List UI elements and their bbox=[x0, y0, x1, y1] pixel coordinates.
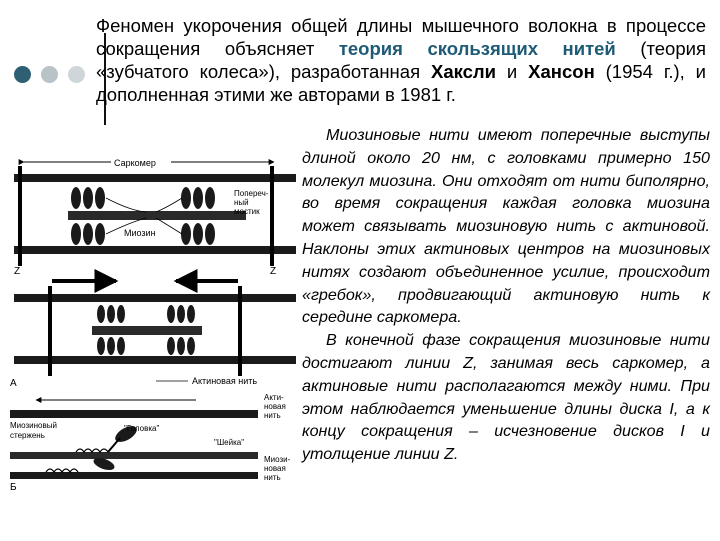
actin-label: новая bbox=[264, 402, 286, 411]
myosin-filament bbox=[92, 326, 202, 335]
actin-filament-label: Актиновая нить bbox=[192, 376, 258, 386]
title-text: Феномен укорочения общей длины мышечного волокна в процессе сокращения объясняет bbox=[96, 15, 706, 59]
cross-bridge-label: мостик bbox=[234, 207, 260, 216]
title-text: (теория «зубчатого колеса»), разработанная bbox=[96, 38, 706, 82]
myosin-thread-label: новая bbox=[264, 464, 286, 473]
sliding-filament-figure bbox=[6, 126, 302, 536]
z-label: Z bbox=[14, 266, 21, 277]
z-line bbox=[270, 166, 274, 266]
z-line bbox=[18, 166, 22, 266]
neck-label: "Шейка" bbox=[214, 438, 245, 447]
myosin-thread-label: Миози- bbox=[264, 455, 291, 464]
actin-filament bbox=[10, 410, 258, 418]
sarcomere-label: Саркомер bbox=[114, 158, 156, 168]
title-text: (1954 г.), и дополненная этими же авторами в 1981 г. bbox=[96, 61, 706, 105]
myosin-label: Миозин bbox=[124, 228, 156, 238]
myosin-filament bbox=[10, 452, 258, 459]
myosin-neck bbox=[76, 449, 108, 452]
page-title bbox=[96, 14, 706, 106]
myosin-neck bbox=[46, 469, 78, 472]
actin-filament bbox=[156, 246, 296, 254]
theory-name: теория скользящих нитей bbox=[338, 38, 616, 59]
myosin-neck bbox=[108, 438, 120, 452]
actin-filament bbox=[126, 356, 296, 364]
z-label: Z bbox=[270, 266, 277, 277]
actin-filament bbox=[14, 174, 159, 182]
myosin-thread-label: нить bbox=[264, 473, 281, 482]
actin-filament bbox=[126, 294, 296, 302]
panel-b-label: Б bbox=[10, 482, 17, 493]
actin-filament bbox=[10, 472, 258, 479]
actin-filament bbox=[156, 174, 296, 182]
author-name: Хансон bbox=[528, 61, 595, 82]
myosin-rod-label: стержень bbox=[10, 431, 45, 440]
z-line bbox=[238, 286, 242, 376]
actin-filament bbox=[14, 246, 159, 254]
author-name: Хаксли bbox=[430, 61, 497, 82]
title-text: и bbox=[496, 61, 529, 82]
panel-a-label: А bbox=[10, 378, 17, 389]
actin-label: Акти- bbox=[264, 393, 284, 402]
paragraph: В конечной фазе сокращения миозиновые нити достигают линии Z, занимая весь саркомер, а актиновые нити располагаются между ними. При этом наблюдается уменьшение длины диска I, а к концу сокращения – исчезновение дисков I и утолщение линии Z. bbox=[302, 331, 710, 464]
figure-svg bbox=[6, 126, 302, 536]
z-line bbox=[48, 286, 52, 376]
actin-label: нить bbox=[264, 411, 281, 420]
bullet-dot bbox=[41, 66, 58, 83]
bullet-dot bbox=[68, 66, 85, 83]
cross-bridge-label: Попереч- bbox=[234, 189, 269, 198]
body-text bbox=[302, 124, 710, 466]
cross-bridge-label: ный bbox=[234, 198, 249, 207]
myosin-rod-label: Миозиновый bbox=[10, 421, 57, 430]
paragraph: Миозиновые нити имеют поперечные выступы длиной около 20 нм, с головками примерно 150 молекул миозина. Они отходят от нити биполярно, во время сокращения каждая головка миозина может связывать миозиновую нить с актиновой. Наклоны этих актиновых центров на миозиновых нитях создают объединенное усилие, происходит «гребок», продвигающий актиновую нить к середине саркомера. bbox=[302, 126, 710, 327]
head-label: "Головка" bbox=[124, 424, 160, 433]
bullet-dot bbox=[14, 66, 31, 83]
